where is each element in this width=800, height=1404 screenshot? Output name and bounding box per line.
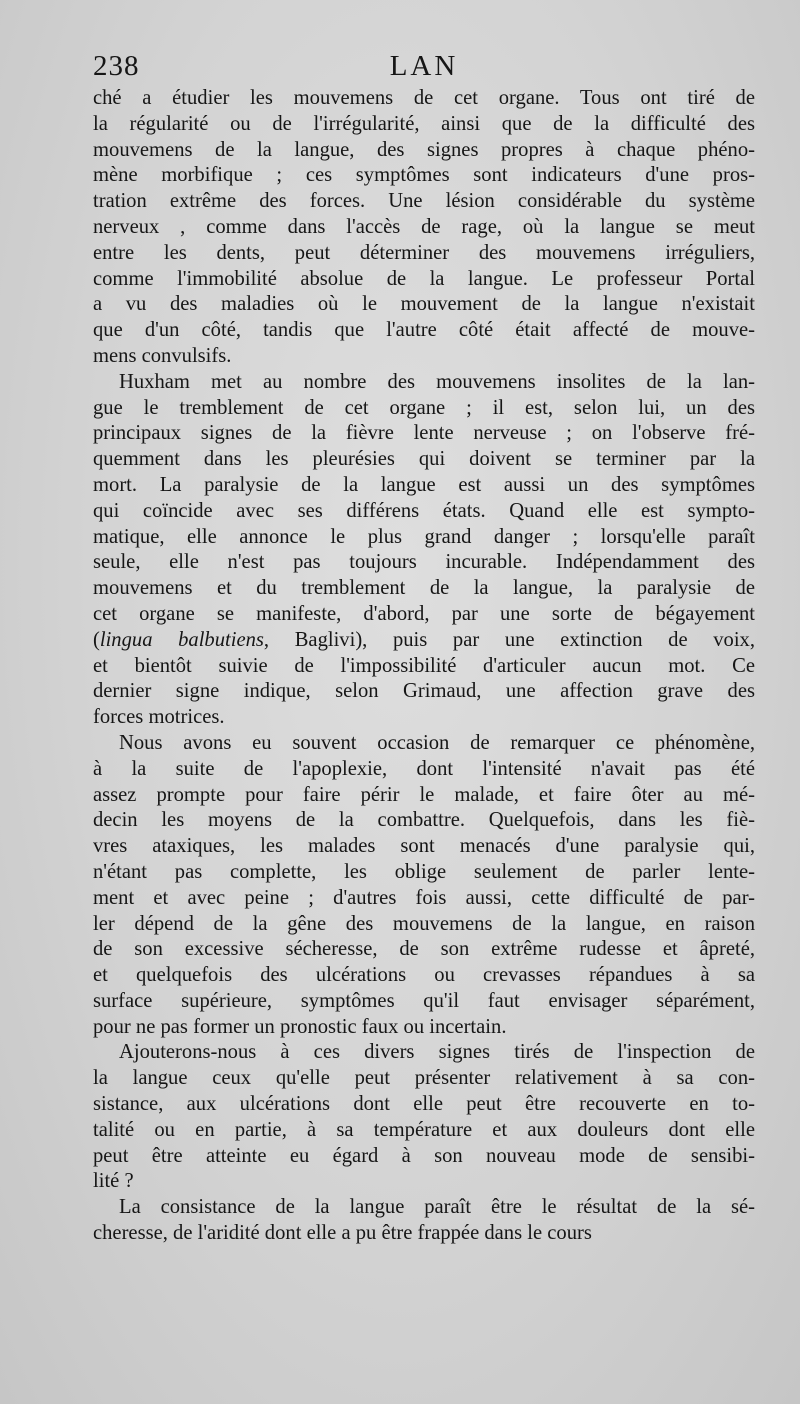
text-line: talité ou en partie, à sa température et aux douleurs dont elle: [93, 1118, 755, 1141]
paragraph: [93, 370, 755, 731]
text-line: mort. La paralysie de la langue est aussi un des symptômes: [93, 473, 755, 496]
paragraph: [93, 1195, 755, 1247]
text-line: tration extrême des forces. Une lésion considérable du système: [93, 190, 755, 213]
text-line: ment et avec peine ; d'autres fois aussi, cette difficulté de par-: [93, 886, 755, 909]
text-line: pour ne pas former un pronostic faux ou incertain.: [93, 1015, 507, 1038]
page-number: 238: [93, 50, 140, 82]
page-header: [93, 50, 755, 86]
paragraph: [93, 731, 755, 1041]
text-line: la régularité ou de l'irrégularité, ainsi que de la difficulté des: [93, 112, 755, 135]
text-line: cet organe se manifeste, d'abord, par une sorte de bégayement: [93, 602, 755, 625]
text-line: à la suite de l'apoplexie, dont l'intensité n'avait pas été: [93, 757, 755, 780]
text-line: ché a étudier les mouvemens de cet organe. Tous ont tiré de: [93, 87, 755, 109]
text-line: sistance, aux ulcérations dont elle peut être recouverte en to-: [93, 1093, 755, 1116]
text-line: qui coïncide avec ses différens états. Quand elle est sympto-: [93, 499, 755, 522]
text-line: mens convulsifs.: [93, 344, 232, 367]
text-line: matique, elle annonce le plus grand danger ; lorsqu'elle paraît: [93, 525, 755, 548]
paragraph: [93, 86, 755, 370]
body-text: [93, 86, 755, 1247]
running-head: LAN: [389, 50, 459, 82]
text-line: mène morbifique ; ces symptômes sont indicateurs d'une pros-: [93, 164, 755, 187]
text-line: comme l'immobilité absolue de la langue. Le professeur Portal: [93, 267, 755, 290]
text-line: gue le tremblement de cet organe ; il est, selon lui, un des: [93, 396, 755, 419]
text-line: Ajouterons-nous à ces divers signes tirés de l'inspection de: [119, 1041, 755, 1064]
text-line: n'étant pas complette, les oblige seulement de parler lente-: [93, 860, 755, 883]
text-line: Nous avons eu souvent occasion de remarquer ce phénomène,: [119, 731, 755, 754]
text-line: entre les dents, peut déterminer des mouvemens irréguliers,: [93, 241, 755, 264]
text-line: quemment dans les pleurésies qui doivent se terminer par la: [93, 448, 755, 471]
text-line: decin les moyens de la combattre. Quelquefois, dans les fiè-: [93, 809, 755, 832]
text-line: de son excessive sécheresse, de son extrême rudesse et âpreté,: [93, 938, 755, 961]
text-line: forces motrices.: [93, 706, 225, 729]
text-line: mouvemens de la langue, des signes propres à chaque phéno-: [93, 138, 755, 161]
text-line: assez prompte pour faire périr le malade, et faire ôter au mé-: [93, 783, 755, 806]
text-line: et bientôt suivie de l'impossibilité d'articuler aucun mot. Ce: [93, 654, 755, 677]
text-line: a vu des maladies où le mouvement de la langue n'existait: [93, 293, 755, 316]
text-line: nerveux , comme dans l'accès de rage, où la langue se meut: [93, 215, 755, 238]
text-line: et quelquefois des ulcérations ou crevasses répandues à sa: [93, 964, 755, 987]
text-line: que d'un côté, tandis que l'autre côté était affecté de mouve-: [93, 319, 755, 342]
text-line: vres ataxiques, les malades sont menacés d'une paralysie qui,: [93, 835, 755, 858]
text-line: seule, elle n'est pas toujours incurable. Indépendamment des: [93, 551, 755, 574]
text-line: lité ?: [93, 1170, 134, 1193]
text-line: la langue ceux qu'elle peut présenter relativement à sa con-: [93, 1067, 755, 1090]
text-line: mouvemens et du tremblement de la langue, la paralysie de: [93, 577, 755, 600]
text-line: ler dépend de la gêne des mouvemens de la langue, en raison: [93, 912, 755, 935]
text-line: peut être atteinte eu égard à son nouveau mode de sensibi-: [93, 1144, 755, 1167]
text-line: La consistance de la langue paraît être le résultat de la sé-: [119, 1196, 755, 1219]
text-line: surface supérieure, symptômes qu'il faut envisager séparément,: [93, 989, 755, 1012]
text-line: cheresse, de l'aridité dont elle a pu être frappée dans le cours: [93, 1222, 592, 1245]
text-line: dernier signe indique, selon Grimaud, une affection grave des: [93, 680, 755, 703]
paragraph: [93, 1040, 755, 1195]
text-line: Huxham met au nombre des mouvemens insolites de la lan-: [119, 370, 755, 393]
text-line: principaux signes de la fièvre lente nerveuse ; on l'observe fré-: [93, 422, 755, 445]
text-line: (lingua balbutiens, Baglivi), puis par une extinction de voix,: [93, 628, 755, 651]
